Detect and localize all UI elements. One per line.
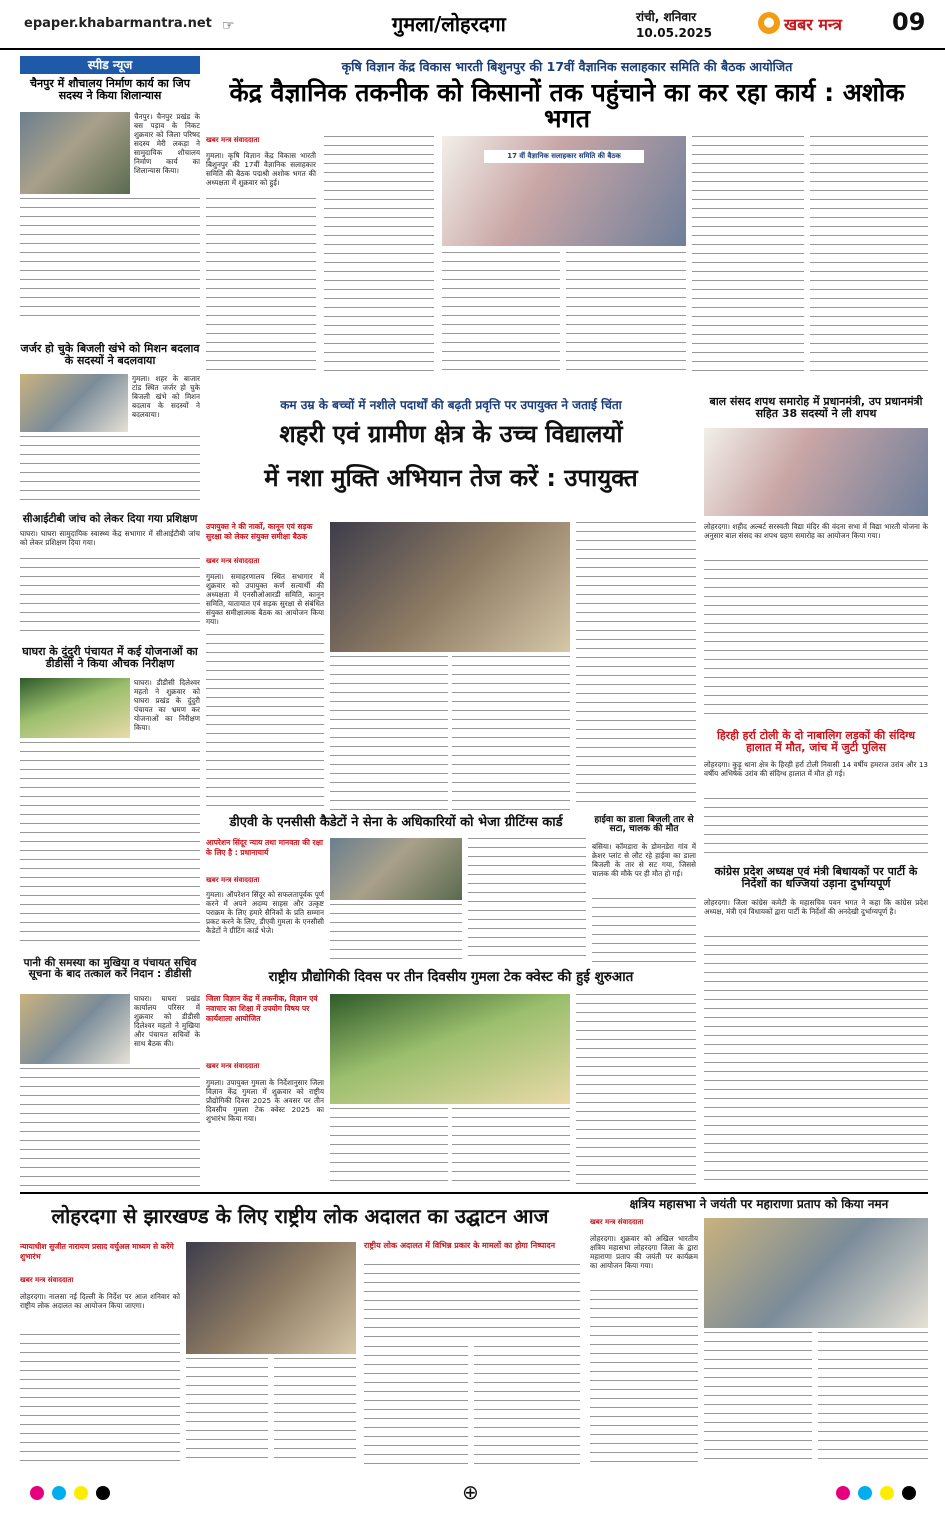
news-item-body <box>20 1068 200 1186</box>
bal-sansad-body <box>704 560 928 720</box>
pratap-body-col3 <box>818 1332 928 1464</box>
drug-kicker: कम उम्र के बच्चों में नशीले पदार्थों की बढ़ती प्रवृत्ति पर उपायुक्त ने जताई चिंता <box>280 398 622 412</box>
tech-day-bullet: जिला विज्ञान केंद्र में तकनीक, विज्ञान एवं नवाचार का शिक्षा में उपयोग विषय पर कार्यशाला आयोजित <box>206 994 318 1023</box>
tech-day-headline[interactable]: राष्ट्रीय प्रौद्योगिकी दिवस पर तीन दिवसीय गुमला टेक क्वेस्ट की हुई शुरुआत <box>268 969 634 985</box>
lok-adalat-body-col6 <box>474 1346 580 1464</box>
drug-body-col1 <box>206 634 324 810</box>
drug-headline-line1[interactable]: शहरी एवं ग्रामीण क्षेत्र के उच्च विद्यालयों <box>279 420 623 448</box>
color-dot-yellow <box>74 1486 88 1500</box>
lead-photo-banner: 17 वीं वैज्ञानिक सलाहकार समिति की बैठक <box>484 150 644 163</box>
truck-lead: बसिया। कॉमडारा के डोमनडेरा गांव में क्रेशर प्लांट से लौट रहे हाईवा का डाला बिजली के तार से सट गया, जिससे चालक की मौके पर ही मौत हो गई। <box>592 842 696 878</box>
news-item-body <box>20 558 200 638</box>
lok-adalat-photo <box>186 1242 356 1354</box>
news-item-body <box>20 198 200 324</box>
lok-adalat-subheadline: राष्ट्रीय लोक अदालत में विभिन्न प्रकार के मामलों का होगा निष्पादन <box>364 1241 556 1250</box>
lead-body-col5 <box>692 136 804 378</box>
pointer-icon: ☞ <box>222 18 235 34</box>
brand-name: खबर मन्त्र <box>784 15 842 34</box>
lok-adalat-lead: लोहरदगा। नालसा नई दिल्ली के निर्देश पर आज शनिवार को राष्ट्रीय लोक अदालत का आयोजन किया जाएगा। <box>20 1292 180 1310</box>
tech-day-body-col4 <box>576 994 696 1186</box>
speed-news-label: स्पीड न्यूज <box>20 56 200 74</box>
minors-story <box>704 730 928 860</box>
news-item-body <box>20 742 200 946</box>
tech-day-byline: खबर मन्त्र संवाददाता <box>206 1062 260 1070</box>
news-item-title[interactable]: घाघरा के दुंदुरी पंचायत में कई योजनाओं का डीडीसी ने किया औचक निरीक्षण <box>22 645 198 670</box>
pratap-headline[interactable]: क्षत्रिय महासभा ने जयंती पर महाराणा प्रताप को किया नमन <box>629 1197 889 1211</box>
lead-dateline: गुमला। कृषि विज्ञान केंद्र विकास भारती बिशुनपुर की 17वीं वैज्ञानिक सलाहकार समिति की बैठक पद्मश्री अशोक भगत की अध्यक्षता में शुक्रवार को हुई। <box>206 151 316 187</box>
truck-body <box>592 898 696 964</box>
dav-body-col2 <box>330 904 462 964</box>
bal-sansad-photo <box>704 428 928 516</box>
congress-story <box>704 866 928 1188</box>
registration-bar <box>0 1476 945 1517</box>
dav-body-col3 <box>468 838 586 964</box>
lok-adalat-bullet: न्यायाधीश सुजीत नारायण प्रसाद वर्चुअल माध्यम से करेंगे शुभारंभ <box>20 1242 174 1261</box>
bal-sansad-headline[interactable]: बाल संसद शपथ समारोह में प्रधानमंत्री, उप प्रधानमंत्री सहित 38 सदस्यों ने ली शपथ <box>709 395 923 420</box>
lok-adalat-body-col3 <box>274 1358 356 1464</box>
date-label: 10.05.2025 <box>636 26 712 40</box>
speed-news-column <box>20 56 200 1188</box>
brand-logo-icon: ● <box>758 12 780 34</box>
lead-body-col1 <box>206 198 316 378</box>
color-dot-cyan <box>858 1486 872 1500</box>
website-url[interactable]: epaper.khabarmantra.net <box>24 16 212 31</box>
news-item-title[interactable]: जर्जर हो चुके बिजली खंभे को मिशन बदलाव के सदस्यों ने बदलवाया <box>20 342 200 367</box>
tech-day-photo <box>330 994 570 1104</box>
color-dot-cyan <box>52 1486 66 1500</box>
lead-body-col2 <box>324 136 434 378</box>
masthead <box>0 0 945 50</box>
section-divider <box>20 1192 928 1194</box>
pratap-story <box>590 1198 928 1466</box>
dav-photo <box>330 838 462 900</box>
news-item-title[interactable]: चैनपुर में शौचालय निर्माण कार्य का जिप सदस्य ने किया शिलान्यास <box>30 77 190 102</box>
dav-lead: गुमला। ऑपरेशन सिंदूर को सफलतापूर्वक पूर्ण करने में अपने अदम्य साहस और उत्कृष्ट पराक्रम के लिए हमारे सैनिकों के प्रति सम्मान प्रकट करने के लिए, डीएवी गुमला के एनसीसी कैडेटों ने ग्रीटिंग कार्ड भेजे। <box>206 890 324 935</box>
drug-body-col2 <box>330 656 448 810</box>
lok-adalat-story <box>20 1198 580 1466</box>
crosshair-icon: ⊕ <box>462 1480 479 1504</box>
dav-story <box>206 816 586 966</box>
truck-story <box>592 816 696 966</box>
lok-adalat-byline: खबर मन्त्र संवाददाता <box>20 1276 74 1284</box>
pratap-body-col2 <box>704 1332 812 1464</box>
drug-bullet: उपायुक्त ने की नार्को, कानून एवं सड़क सुरक्षा को लेकर संयुक्त समीक्षा बैठक <box>206 522 313 541</box>
lok-adalat-body-col1 <box>20 1334 180 1464</box>
tech-day-body-col2 <box>330 1108 448 1186</box>
lead-headline[interactable]: केंद्र वैज्ञानिक तकनीक को किसानों तक पहुंचाने का कर रहा कार्य : अशोक भगत <box>229 78 905 134</box>
bal-sansad-lead: लोहरदगा। शहीद अल्बर्ट सरस्वती विद्या मंदिर की वंदना सभा में विद्या भारती योजना के अनुसार बाल संसद का शपथ ग्रहण समारोह का आयोजन किया गया। <box>704 522 928 540</box>
dav-bullet: आपरेशन सिंदूर न्याय तथा मानवता की रक्षा के लिए है : प्रधानाचार्य <box>206 838 323 857</box>
minors-lead: लोहरदगा। कुड़ू थाना क्षेत्र के हिरही हर्रा टोली निवासी 14 वर्षीय हमराज उरांव और 13 वर्षीय अभिषेक उरांव की संदिग्ध हालात में मौत हो गई। <box>704 760 928 778</box>
pratap-lead: लोहरदगा। शुक्रवार को अखिल भारतीय क्षत्रिय महासभा लोहरदगा जिला के द्वारा महाराणा प्रताप की जयंती पर कार्यक्रम का आयोजन किया गया। <box>590 1234 698 1270</box>
congress-headline[interactable]: कांग्रेस प्रदेश अध्यक्ष एवं मंत्री बिधायकों पर पार्टी के निर्देशों का धज्जियां उड़ाना दुर्भाग्यपूर्ण <box>714 865 918 890</box>
lok-adalat-body-col4 <box>364 1264 580 1340</box>
news-item-lead: घाघरा। घाघरा सामुदायिक स्वास्थ्य केंद्र सभागार में सीआईटीबी जांच को लेकर प्रशिक्षण दिया गया। <box>20 529 200 547</box>
lead-photo <box>442 136 686 246</box>
page-number: 09 <box>892 8 926 36</box>
drug-body-col4 <box>576 522 696 810</box>
color-dot-magenta <box>30 1486 44 1500</box>
pratap-byline: खबर मन्त्र संवाददाता <box>590 1218 644 1226</box>
news-item-photo <box>20 112 130 194</box>
color-dot-black <box>96 1486 110 1500</box>
news-item-lead: घाघरा। डीडीसी दिलेश्वर महतो ने शुक्रवार को घाघरा प्रखंड के दुंदुरी पंचायत का भ्रमण कर योजनाओं का निरीक्षण किया। <box>134 678 200 732</box>
congress-body <box>704 936 928 1186</box>
lead-body-col4 <box>566 252 686 378</box>
lead-body-col3 <box>442 252 560 378</box>
section-title: गुमला/लोहरदगा <box>392 12 506 36</box>
color-dot-magenta <box>836 1486 850 1500</box>
lead-kicker: कृषि विज्ञान केंद्र विकास भारती बिशुनपुर की 17वीं वैज्ञानिक सलाहकार समिति की बैठक आयोजित <box>341 59 793 74</box>
news-item-photo <box>20 374 128 432</box>
drug-story <box>206 394 696 812</box>
lok-adalat-body-col5 <box>364 1346 468 1464</box>
congress-lead: लोहरदगा। जिला कांग्रेस कमेटी के महासचिव पवन भगत ने कहा कि कांग्रेस प्रदेश अध्यक्ष, मंत्री एवं विधायकों द्वारा पार्टी के निर्देशों की अनदेखी दुर्भाग्यपूर्ण है। <box>704 898 928 916</box>
dav-byline: खबर मन्त्र संवाददाता <box>206 876 260 884</box>
drug-lead: गुमला। समाहरणालय स्थित सभागार में शुक्रवार को उपायुक्त कर्ण सत्यार्थी की अध्यक्षता में एनसीओआरडी समिति, कानून समिति, यातायात एवं सड़क सुरक्षा से संबंधित संयुक्त समीक्षात्मक बैठक का आयोजन किया गया। <box>206 572 324 626</box>
news-item-body <box>20 436 200 508</box>
drug-headline-line2[interactable]: में नशा मुक्ति अभियान तेज करें : उपायुक्त <box>264 464 638 492</box>
news-item-title[interactable]: सीआईटीबी जांच को लेकर दिया गया प्रशिक्षण <box>22 513 198 525</box>
news-item-lead: घाघरा। घाघरा प्रखंड कार्यालय परिसर में शुक्रवार को डीडीसी दिलेश्वर महतो ने मुखिया और पंचायत सचिवों के साथ बैठक की। <box>134 994 200 1048</box>
lead-body-col6 <box>810 136 928 378</box>
news-item-lead: चैनपुर। चैनपुर प्रखंड के बस पड़ाव के निकट शुक्रवार को जिला परिषद सदस्य मेरी लकड़ा ने सामुदायिक शौचालय निर्माण कार्य का शिलान्यास किया। <box>134 112 200 175</box>
news-item-photo <box>20 994 130 1064</box>
lead-story <box>206 56 928 386</box>
bal-sansad-story <box>704 394 928 726</box>
minors-body <box>704 798 928 860</box>
news-item-title[interactable]: पानी की समस्या का मुखिया व पंचायत सचिव सूचना के बाद तत्काल करें निदान : डीडीसी <box>23 957 197 981</box>
tech-day-lead: गुमला। उपायुक्त गुमला के निर्देशानुसार जिला विज्ञान केंद्र गुमला में शुक्रवार को राष्ट्रीय प्रौद्योगिकी दिवस 2025 के अवसर पर तीन दिवसीय गुमला टेक क्वेस्ट 2025 का शुभारंभ किया गया। <box>206 1078 324 1123</box>
truck-headline[interactable]: हाईवा का डाला बिजली तार से सटा, चालक की मौत <box>594 815 694 835</box>
pratap-body-col1 <box>590 1290 698 1464</box>
lead-byline: खबर मन्त्र संवाददाता <box>206 136 260 144</box>
tech-day-story <box>206 970 696 1188</box>
color-dot-black <box>902 1486 916 1500</box>
minors-headline[interactable]: हिरही हर्रा टोली के दो नाबालिग लड़कों की संदिग्ध हालात में मौत, जांच में जुटी पुलिस <box>716 729 916 754</box>
news-item-photo <box>20 678 130 738</box>
lok-adalat-headline[interactable]: लोहरदगा से झारखण्ड के लिए राष्ट्रीय लोक अदालत का उद्घाटन आज <box>51 1204 549 1228</box>
drug-byline: खबर मन्त्र संवाददाता <box>206 557 260 565</box>
drug-body-col3 <box>452 656 570 810</box>
city-day: रांची, शनिवार <box>636 10 697 24</box>
dav-headline[interactable]: डीएवी के एनसीसी कैडेटों ने सेना के अधिकारियों को भेजा ग्रीटिंग्स कार्ड <box>229 815 563 830</box>
color-dot-yellow <box>880 1486 894 1500</box>
lok-adalat-body-col2 <box>186 1358 268 1464</box>
tech-day-body-col3 <box>452 1108 570 1186</box>
pratap-photo <box>704 1218 928 1328</box>
news-item-lead: गुमला। शहर के बाजार टांड स्थित जर्जर हो चुके बिजली खंभे को मिशन बदलाव के सदस्यों ने बदलवाया। <box>132 374 200 419</box>
drug-photo <box>330 522 570 652</box>
